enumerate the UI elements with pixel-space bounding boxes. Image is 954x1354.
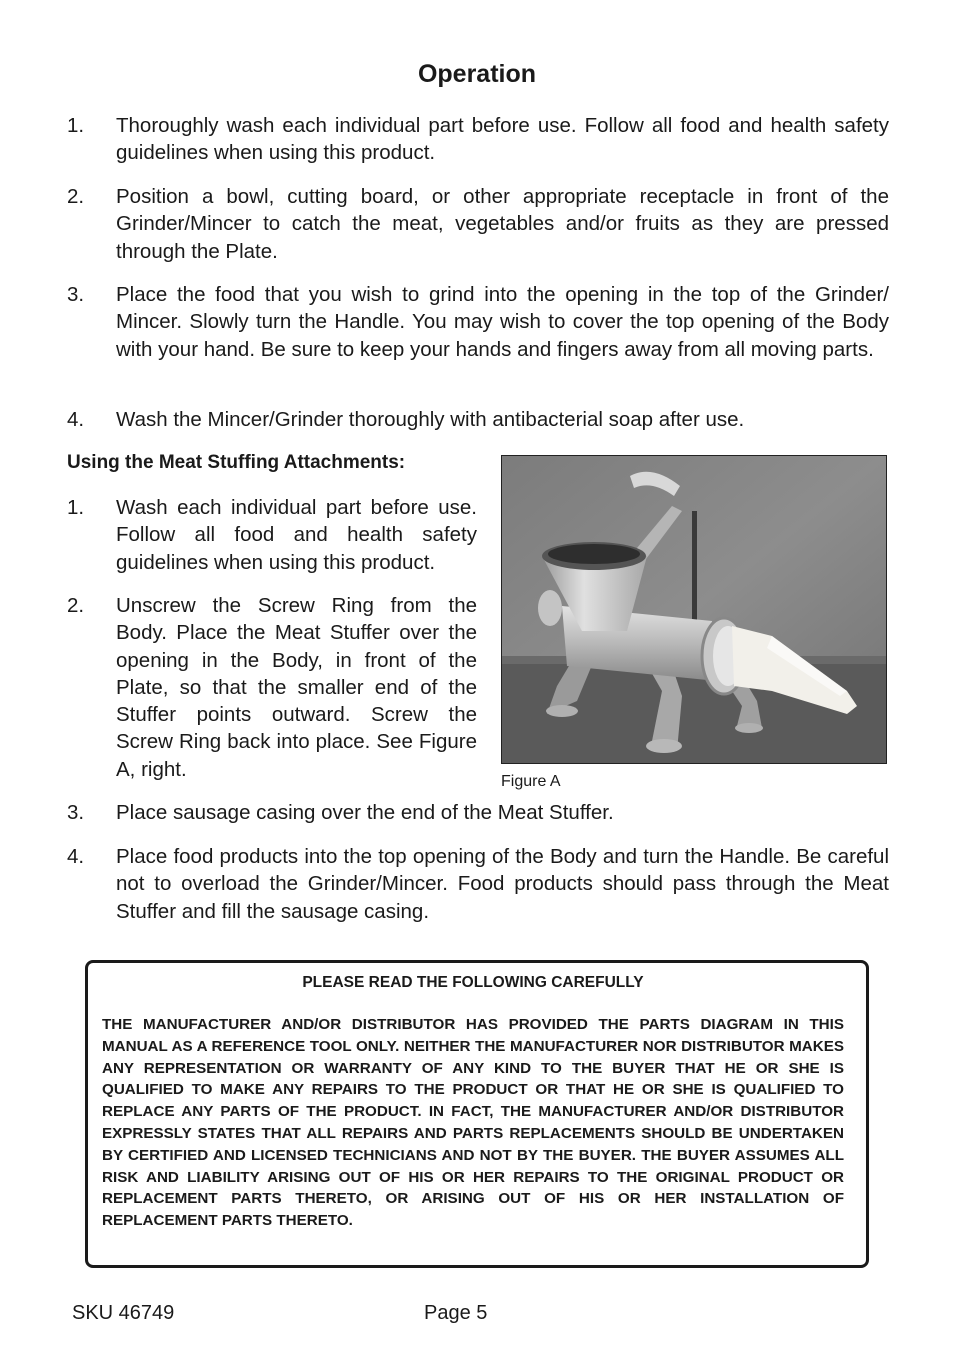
step-text: Place sausage casing over the end of the Meat Stuffer. [116, 801, 614, 824]
figure-a-photo [501, 455, 887, 764]
operation-step-1 [67, 112, 889, 167]
disclaimer-text: THE MANUFACTURER AND/OR DISTRIBUTOR HAS PROVIDED THE PARTS DIAGRAM IN THIS MANUAL AS A REFERENCE TOOL ONLY. NEITHER THE MANUFACTURER NOR DISTRIBUTOR MAKES ANY REPRESENTATION OR WARRANTY OF ANY KIND TO THE BUYER THAT HE OR SHE IS QUALIFIED TO MAKE ANY REPAIRS TO THE PRODUCT OR THAT HE OR SHE IS QUALIFIED TO REPLACE ANY PARTS OF THE PRODUCT. IN FACT, THE MANUFACTURER AND/OR DISTRIBUTOR EXPRESSLY STATES THAT ALL REPAIRS AND PARTS REPLACEMENTS SHOULD BE UNDERTAKEN BY CERTIFIED AND LICENSED TECHNICIANS AND NOT BY THE BUYER. THE BUYER ASSUMES ALL RISK AND LIABILITY ARISING OUT OF HIS OR HER REPAIRS TO THE ORIGINAL PRODUCT OR REPLACEMENT PARTS THERETO, OR ARISING OUT OF HIS OR HER INSTALLATION OF REPLACEMENT PARTS THERETO. [102, 1016, 844, 1230]
step-number: 1. [67, 114, 85, 137]
step-number: 3. [67, 801, 85, 824]
step-number: 2. [67, 594, 85, 617]
operation-step-2 [67, 183, 889, 265]
step-number: 1. [67, 496, 85, 519]
page-title: Operation [417, 60, 537, 88]
step-number: 3. [67, 283, 85, 306]
step-number: 2. [67, 185, 85, 208]
stuffing-step-3 [67, 799, 889, 826]
meat-grinder-image [502, 456, 886, 763]
step-text: Place the food that you wish to grind into the opening in the top of the Grinder/ Mincer. Slowly turn the Handle. You may wish to cover the top opening of the Body with your hand. Be sure to keep your hands and fingers away from all moving parts. [116, 283, 889, 361]
disclaimer-title: PLEASE READ THE FOLLOWING CAREFULLY [302, 974, 644, 991]
operation-step-4 [67, 406, 889, 433]
step-text: Place food products into the top opening of the Body and turn the Handle. Be careful not to overload the Grinder/Mincer. Food products should pass through the Meat Stuffer and fill the sausage casing. [116, 845, 889, 923]
step-number: 4. [67, 845, 85, 868]
step-text: Thoroughly wash each individual part before use. Follow all food and health safety guidelines when using this product. [116, 114, 889, 165]
step-text: Wash each individual part before use. Follow all food and health safety guidelines when using this product. [116, 496, 477, 574]
stuffing-step-1 [67, 494, 477, 576]
stuffing-step-2 [67, 592, 477, 783]
stuffing-step-4 [67, 843, 889, 925]
step-text: Position a bowl, cutting board, or other appropriate receptacle in front of the Grinder/Mincer to catch the meat, vegetables and/or fruits as they are pressed through the Plate. [116, 185, 889, 263]
operation-step-3 [67, 281, 889, 363]
footer-sku: SKU 46749 [72, 1302, 175, 1324]
step-text: Wash the Mincer/Grinder thoroughly with antibacterial soap after use. [116, 408, 745, 431]
disclaimer-box [85, 960, 869, 1268]
section-heading: Using the Meat Stuffing Attachments: [67, 452, 406, 473]
figure-caption: Figure A [501, 773, 561, 790]
footer-page-number: Page 5 [424, 1302, 488, 1324]
step-text: Unscrew the Screw Ring from the Body. Place the Meat Stuffer over the opening in the Body, in front of the Plate, so that the smaller end of the Stuffer points outward. Screw the Screw Ring back into place. See Figure A, right. [116, 594, 477, 781]
step-number: 4. [67, 408, 85, 431]
